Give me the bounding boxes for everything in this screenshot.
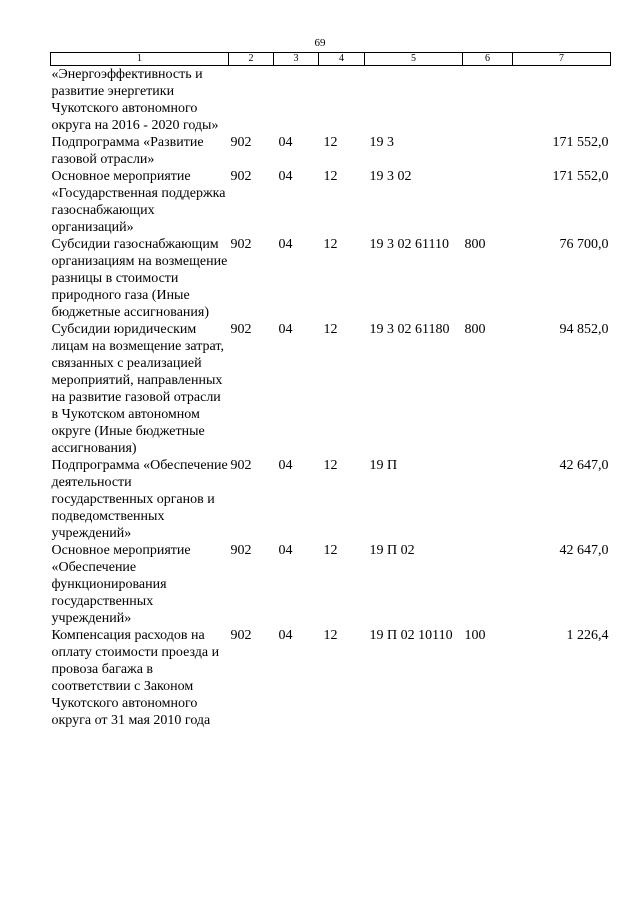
table-body — [51, 66, 611, 730]
row-grbs: 902 — [230, 169, 252, 184]
row-grbs — [229, 66, 274, 135]
row-target-code: 19 3 02 61180 — [369, 322, 450, 337]
row-amount: 76 700,0 — [559, 237, 609, 252]
row-amount: 94 852,0 — [559, 322, 609, 337]
row-grbs: 902 — [230, 322, 252, 337]
row-subsection: 12 — [323, 169, 338, 184]
row-name: Подпрограмма «Обеспечение деятельности государственных органов и подведомственных учреждений» — [51, 458, 228, 541]
row-target-code: 19 3 02 61110 — [369, 237, 449, 252]
row-name: Компенсация расходов на оплату стоимости проезда и провоза багажа в соответствии с Законом Чукотского автономного округа от 31 мая 2010 года — [51, 628, 220, 728]
row-expense-type — [463, 542, 513, 627]
table-row — [51, 66, 611, 135]
column-header-3: 3 — [274, 53, 319, 66]
column-header-1: 1 — [51, 53, 229, 66]
row-subsection: 12 — [323, 237, 338, 252]
row-amount: 42 647,0 — [559, 543, 609, 558]
table-row — [51, 627, 611, 729]
row-section: 04 — [278, 322, 293, 337]
row-target-code: 19 3 02 — [369, 169, 412, 184]
row-subsection: 12 — [323, 135, 338, 150]
row-grbs: 902 — [230, 135, 252, 150]
column-header-4: 4 — [319, 53, 365, 66]
row-amount: 42 647,0 — [559, 458, 609, 473]
row-expense-type: 800 — [464, 322, 486, 337]
row-subsection: 12 — [323, 458, 338, 473]
row-section: 04 — [278, 135, 293, 150]
row-name: Основное мероприятие «Государственная поддержка газоснабжающих организаций» — [51, 169, 226, 235]
row-section: 04 — [278, 458, 293, 473]
table-row — [51, 542, 611, 627]
column-header-7: 7 — [513, 53, 611, 66]
row-section: 04 — [278, 543, 293, 558]
row-amount: 171 552,0 — [552, 169, 609, 184]
row-name: Субсидии газоснабжающим организациям на возмещение разницы в стоимости природного газа (Иные бюджетные ассигнования) — [51, 237, 228, 320]
row-target-code: 19 П 02 10110 — [369, 628, 453, 643]
row-grbs: 902 — [230, 458, 252, 473]
row-expense-type — [463, 457, 513, 542]
row-name: «Энергоэффективность и развитие энергетики Чукотского автономного округа на 2016 - 2020 годы» — [51, 67, 219, 133]
table-row — [51, 457, 611, 542]
column-header-6: 6 — [463, 53, 513, 66]
row-expense-type — [463, 168, 513, 236]
row-target-code: 19 П 02 — [369, 543, 415, 558]
row-section: 04 — [278, 237, 293, 252]
row-amount — [513, 66, 611, 135]
table-row — [51, 168, 611, 236]
column-header-5: 5 — [365, 53, 463, 66]
row-name: Подпрограмма «Развитие газовой отрасли» — [51, 135, 204, 167]
row-expense-type — [463, 134, 513, 168]
row-subsection: 12 — [323, 628, 338, 643]
budget-table — [50, 52, 611, 729]
row-target-code: 19 3 — [369, 135, 394, 150]
row-section — [274, 66, 319, 135]
row-amount: 171 552,0 — [552, 135, 609, 150]
table-row — [51, 321, 611, 457]
row-subsection — [319, 66, 365, 135]
page-number: 69 — [314, 37, 326, 49]
row-target-code — [365, 66, 463, 135]
row-expense-type: 800 — [464, 237, 486, 252]
column-number-row — [51, 53, 611, 66]
row-name: Основное мероприятие «Обеспечение функционирования государственных учреждений» — [51, 543, 191, 626]
column-header-2: 2 — [229, 53, 274, 66]
row-section: 04 — [278, 169, 293, 184]
row-expense-type — [463, 66, 513, 135]
row-amount: 1 226,4 — [566, 628, 609, 643]
row-grbs: 902 — [230, 628, 252, 643]
row-target-code: 19 П — [369, 458, 398, 473]
row-subsection: 12 — [323, 543, 338, 558]
row-name: Субсидии юридическим лицам на возмещение затрат, связанных с реализацией мероприятий, направленных на развитие газовой отрасли в Чукотском автономном округе (Иные бюджетные ассигнования) — [51, 322, 224, 456]
table-row — [51, 134, 611, 168]
row-grbs: 902 — [230, 543, 252, 558]
row-grbs: 902 — [230, 237, 252, 252]
row-expense-type: 100 — [464, 628, 486, 643]
row-subsection: 12 — [323, 322, 338, 337]
row-section: 04 — [278, 628, 293, 643]
table-row — [51, 236, 611, 321]
table-header — [51, 53, 611, 66]
